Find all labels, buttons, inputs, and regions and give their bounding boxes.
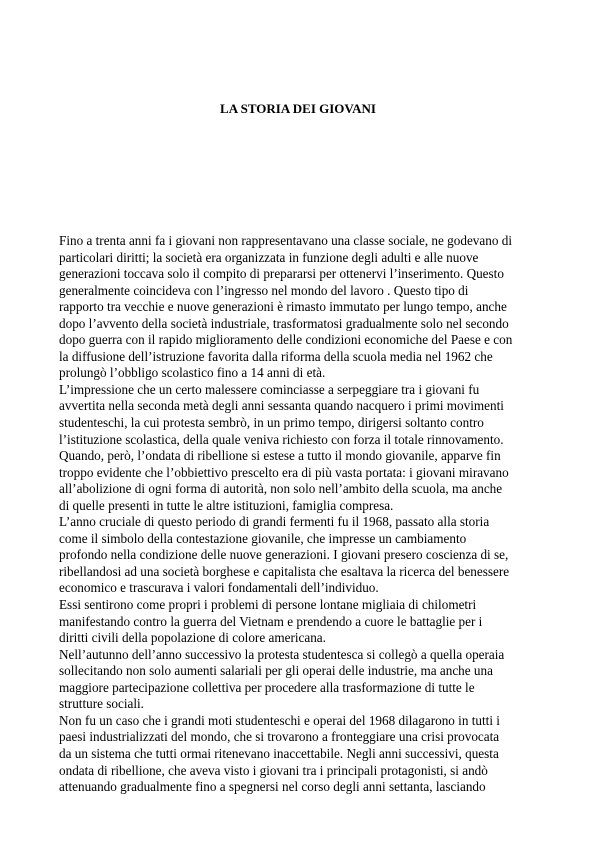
body-line: ondata di ribellione, che aveva visto i giovani tra i principali protagonisti, si andò <box>59 762 488 778</box>
body-line: prolungò l’obbligo scolastico fino a 14 anni di età. <box>59 365 326 381</box>
body-line: particolari diritti; la società era organizzata in funzione degli adulti e alle nuove <box>59 249 479 265</box>
body-line: economico e trascurava i valori fondamentali dell’individuo. <box>59 580 379 596</box>
body-line: Quando, però, l’ondata di ribellione si estese a tutto il mondo giovanile, apparve fin <box>59 448 501 464</box>
body-line: diritti civili della popolazione di colore americana. <box>59 630 326 646</box>
body-line: sollecitando non solo aumenti salariali per gli operai delle industrie, ma anche una <box>59 663 493 679</box>
body-line: all’abolizione di ogni forma di autorità, non solo nell’ambito della scuola, ma anche <box>59 481 503 497</box>
body-line: strutture sociali. <box>59 696 144 712</box>
body-line: come il simbolo della contestazione giovanile, che impresse un cambiamento <box>59 530 467 546</box>
body-line: paesi industrializzati del mondo, che si trovarono a fronteggiare una crisi provocata <box>59 729 500 745</box>
body-line: L’anno cruciale di questo periodo di grandi fermenti fu il 1968, passato alla storia <box>59 514 490 530</box>
body-line: Fino a trenta anni fa i giovani non rappresentavano una classe sociale, ne godevano di <box>59 233 512 248</box>
body-line: profondo nella condizione delle nuove generazioni. I giovani presero coscienza di se, <box>59 547 509 563</box>
body-line: ribellandosi ad una società borghese e capitalista che esaltava la ricerca del benessere <box>59 563 510 579</box>
body-line: Essi sentirono come propri i problemi di persone lontane migliaia di chilometri <box>59 597 477 613</box>
body-line: troppo evidente che l’obbiettivo prescelto era di più vasta portata: i giovani miravano <box>59 464 509 480</box>
body-line: maggiore partecipazione collettiva per procedere alla trasformazione di tutte le <box>59 679 475 695</box>
body-line: rapporto tra vecchie e nuove generazioni è rimasto immutato per lungo tempo, anche <box>59 299 507 315</box>
body-line: manifestando contro la guerra del Vietnam e prendendo a cuore le battaglie per i <box>59 613 483 629</box>
body-line: generalmente coincideva con l’ingresso nel mondo del lavoro . Questo tipo di <box>59 282 469 298</box>
body-line: studenteschi, la cui protesta sembrò, in un primo tempo, dirigersi soltanto contro <box>59 415 484 431</box>
body-line: l’istituzione scolastica, della quale veniva richiesto con forza il totale rinnovamento. <box>59 431 504 447</box>
document-title: LA STORIA DEI GIOVANI <box>220 101 376 116</box>
body-line: avvertita nella seconda metà degli anni sessanta quando nacquero i primi movimenti <box>59 398 504 414</box>
body-line: L’impressione che un certo malessere cominciasse a serpeggiare tra i giovani fu <box>59 381 480 397</box>
body-line: generazioni toccava solo il compito di prepararsi per ottenervi l’inserimento. Questo <box>59 266 504 282</box>
document-body <box>59 233 544 796</box>
body-line: di quelle presenti in tutte le altre istituzioni, famiglia compresa. <box>59 497 394 513</box>
body-line: attenuando gradualmente fino a spegnersi nel corso degli anni settanta, lasciando <box>59 779 486 795</box>
body-line: la diffusione dell’istruzione favorita dalla riforma della scuola media nel 1962 che <box>59 348 493 364</box>
body-line: dopo l’avvento della società industriale, trasformatosi gradualmente solo nel secondo <box>59 315 509 331</box>
body-line: dopo guerra con il rapido miglioramento delle condizioni economiche del Paese e con <box>59 332 513 348</box>
body-line: Nell’autunno dell’anno successivo la protesta studentesca si collegò a quella operaia <box>59 646 505 662</box>
body-line: da un sistema che tutti ormai ritenevano inaccettabile. Negli anni successivi, questa <box>59 745 499 761</box>
body-line: Non fu un caso che i grandi moti studenteschi e operai del 1968 dilagarono in tutti i <box>59 712 500 728</box>
